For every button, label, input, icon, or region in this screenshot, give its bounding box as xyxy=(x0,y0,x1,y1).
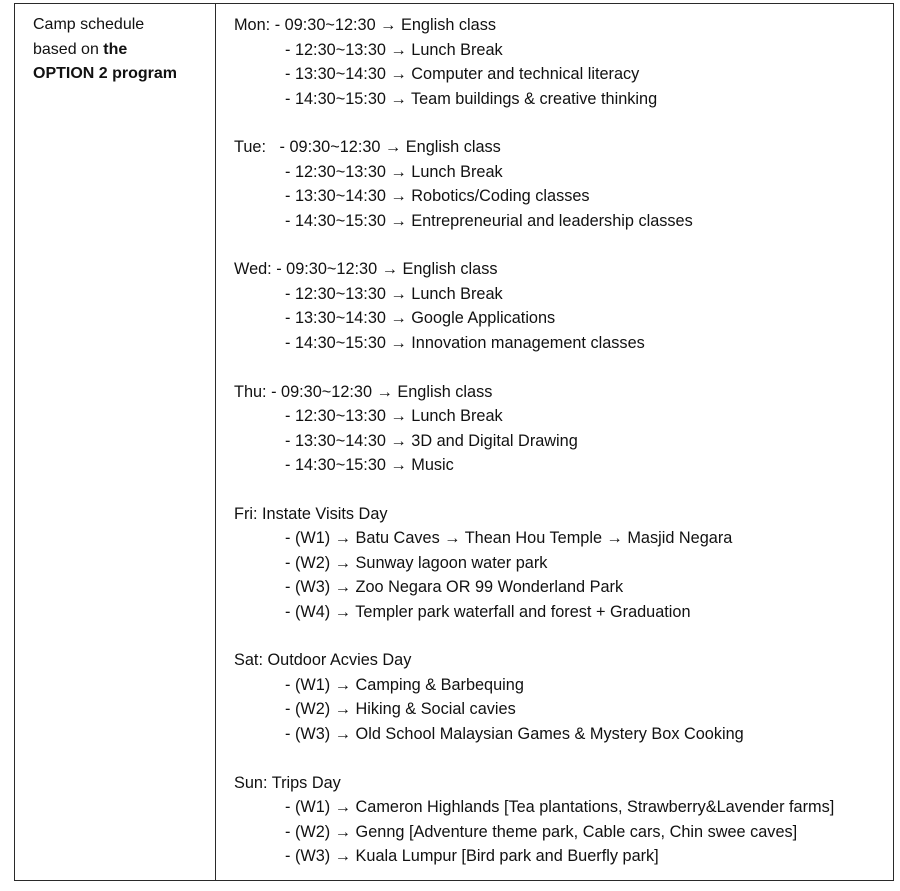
schedule-item: - 14:30~15:30 → Team buildings & creative thinking xyxy=(285,89,658,108)
schedule-item: - (W3) → Zoo Negara OR 99 Wonderland Park xyxy=(285,578,624,597)
day-header-sat: Sat: Outdoor Acvies Day xyxy=(234,651,412,670)
day-block-thu xyxy=(234,380,898,478)
schedule-item: - (W2) → Genng [Adventure theme park, Cable cars, Chin swee caves] xyxy=(285,822,798,841)
schedule-item: - (W1) → Camping & Barbequing xyxy=(285,675,524,694)
schedule-item: - 14:30~15:30 → Entrepreneurial and leadership classes xyxy=(285,211,693,230)
program-label-bold-the: the xyxy=(103,40,128,58)
schedule-item: - 12:30~13:30 → Lunch Break xyxy=(285,284,503,303)
schedule-item: - 12:30~13:30 → Lunch Break xyxy=(285,407,503,426)
schedule-item: - (W2) → Hiking & Social cavies xyxy=(285,700,516,719)
schedule-item: - (W1) → Cameron Highlands [Tea plantations, Strawberry&Lavender farms] xyxy=(285,798,835,817)
schedule-item: - (W2) → Sunway lagoon water park xyxy=(285,553,548,572)
schedule-item: - 13:30~14:30 → Robotics/Coding classes xyxy=(285,187,590,206)
day-block-tue xyxy=(234,135,898,233)
day-block-wed xyxy=(234,257,898,355)
program-label-cell xyxy=(33,13,211,87)
schedule-item: - (W1) → Batu Caves → Thean Hou Temple → Masjid Negara xyxy=(285,529,733,548)
day-header-thu: Thu: - 09:30~12:30 → English class xyxy=(234,382,493,401)
schedule-item: - 14:30~15:30 → Music xyxy=(285,456,454,475)
weekly-schedule xyxy=(234,13,898,869)
day-block-fri xyxy=(234,502,898,625)
schedule-item: - (W3) → Old School Malaysian Games & Mystery Box Cooking xyxy=(285,724,744,743)
column-divider xyxy=(215,3,216,881)
day-header-tue: Tue: - 09:30~12:30 → English class xyxy=(234,138,501,157)
schedule-item: - 12:30~13:30 → Lunch Break xyxy=(285,40,503,59)
day-block-sat xyxy=(234,648,898,746)
day-header-wed: Wed: - 09:30~12:30 → English class xyxy=(234,260,498,279)
schedule-item: - 13:30~14:30 → 3D and Digital Drawing xyxy=(285,431,578,450)
program-label-plain: based on xyxy=(33,40,104,58)
schedule-item: - 12:30~13:30 → Lunch Break xyxy=(285,162,503,181)
day-block-mon xyxy=(234,13,898,111)
program-label-line-2 xyxy=(33,38,211,63)
schedule-item: - 13:30~14:30 → Google Applications xyxy=(285,309,556,328)
program-label-line-3 xyxy=(33,62,211,87)
schedule-item: - (W4) → Templer park waterfall and forest + Graduation xyxy=(285,602,691,621)
program-label-bold-option: OPTION 2 program xyxy=(33,65,178,82)
day-block-sun xyxy=(234,771,898,869)
day-header-mon: Mon: - 09:30~12:30 → English class xyxy=(234,16,497,34)
schedule-item: - 13:30~14:30 → Computer and technical literacy xyxy=(285,65,640,83)
program-label-line-1: Camp schedule xyxy=(33,16,145,33)
day-header-sun: Sun: Trips Day xyxy=(234,773,341,792)
schedule-item: - 14:30~15:30 → Innovation management classes xyxy=(285,333,645,352)
day-header-fri: Fri: Instate Visits Day xyxy=(234,504,388,523)
schedule-item: - (W3) → Kuala Lumpur [Bird park and Buerfly park] xyxy=(285,847,659,866)
